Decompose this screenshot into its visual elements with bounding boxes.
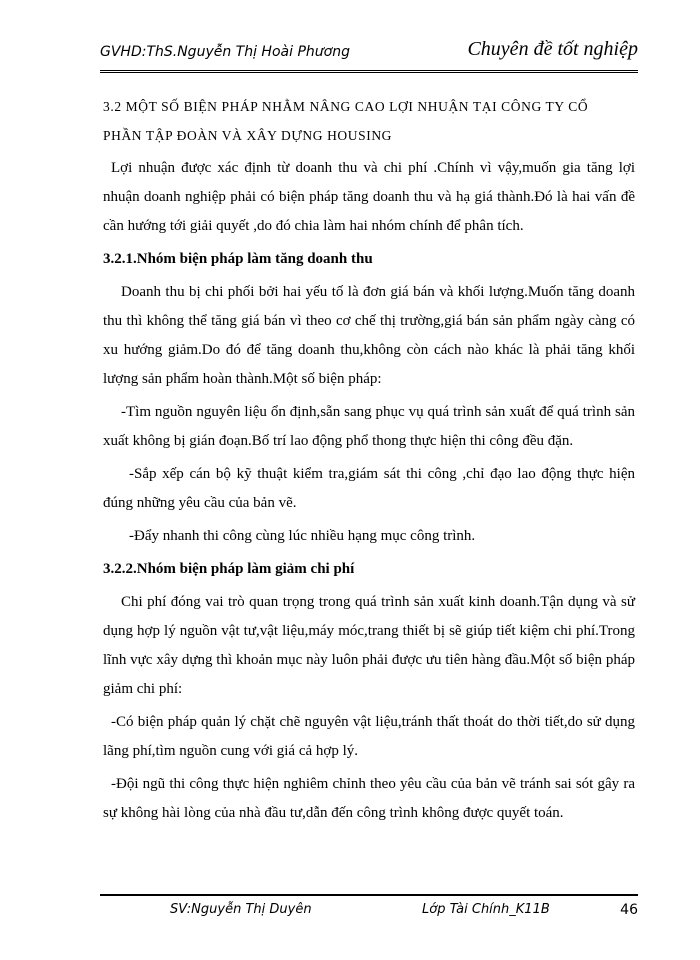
revenue-paragraph: Doanh thu bị chi phối bởi hai yếu tố là đơn giá bán và khối lượng.Muốn tăng doanh thu thì không thể tăng giá bán vì theo cơ chế thị trường,giá bán sản phẩm ngày càng có xu hướng giảm.Do đó để tăng doanh thu,không còn cách nào khác là phải tăng khối lượng sản phẩm hoàn thành.Một số biện pháp:	[103, 284, 635, 387]
section-title-line1: 3.2 MỘT SỐ BIỆN PHÁP NHẰM NÂNG CAO LỢI NHUẬN TẠI CÔNG TY CỔ	[103, 99, 589, 114]
revenue-measure-1: -Tìm nguồn nguyên liệu ổn định,sẵn sang phục vụ quá trình sản xuất để quá trình sản xuất không bị gián đoạn.Bố trí lao động phổ thong thực hiện thi công đều đặn.	[103, 404, 635, 449]
page-body	[103, 92, 635, 832]
revenue-measure-3: -Đẩy nhanh thi công cùng lúc nhiều hạng mục công trình.	[129, 528, 476, 544]
page-footer	[100, 902, 638, 926]
intro-paragraph: Lợi nhuận được xác định từ doanh thu và chi phí .Chính vì vậy,muốn gia tăng lợi nhuận doanh nghiệp phải có biện pháp tăng doanh thu và hạ giá thành.Đó là hai vấn đề cần hướng tới giải quyết ,do đó chia làm hai nhóm chính để phân tích.	[103, 160, 635, 234]
revenue-measure-2: -Sắp xếp cán bộ kỹ thuật kiểm tra,giám sát thi công ,chỉ đạo lao động thực hiện đúng những yêu cầu của bản vẽ.	[103, 466, 635, 511]
section-title	[103, 92, 635, 150]
student-name: SV:Nguyễn Thị Duyên	[170, 902, 312, 917]
advisor-name: GVHD:ThS.Nguyễn Thị Hoài Phương	[100, 44, 350, 60]
section-title-line2: PHẦN TẬP ĐOÀN VÀ XÂY DỰNG HOUSING	[103, 128, 393, 143]
class-name: Lớp Tài Chính_K11B	[422, 902, 550, 917]
page-header	[100, 38, 638, 72]
page-number: 46	[620, 902, 638, 918]
cost-measure-1: -Có biện pháp quản lý chặt chẽ nguyên vật liệu,tránh thất thoát do thời tiết,do sử dụng lãng phí,tìm nguồn cung với giá cả hợp lý.	[103, 714, 635, 759]
subsection-heading-cost: 3.2.2.Nhóm biện pháp làm giảm chi phí	[103, 561, 355, 577]
subsection-heading-revenue: 3.2.1.Nhóm biện pháp làm tăng doanh thu	[103, 251, 373, 267]
footer-divider	[100, 894, 638, 896]
cost-paragraph: Chi phí đóng vai trò quan trọng trong quá trình sản xuất kinh doanh.Tận dụng và sử dụng hợp lý nguồn vật tư,vật liệu,máy móc,trang thiết bị sẽ giúp tiết kiệm chi phí.Trong lĩnh vực xây dựng thì khoản mục này luôn phải được ưu tiên hàng đầu.Một số biện pháp giảm chi phí:	[103, 594, 635, 697]
document-type: Chuyên đề tốt nghiệp	[467, 38, 638, 60]
header-divider	[100, 70, 638, 73]
cost-measure-2: -Đội ngũ thi công thực hiện nghiêm chỉnh theo yêu cầu của bản vẽ tránh sai sót gây ra sự không hài lòng của nhà đầu tư,dẫn đến công trình không được quyết toán.	[103, 776, 635, 821]
